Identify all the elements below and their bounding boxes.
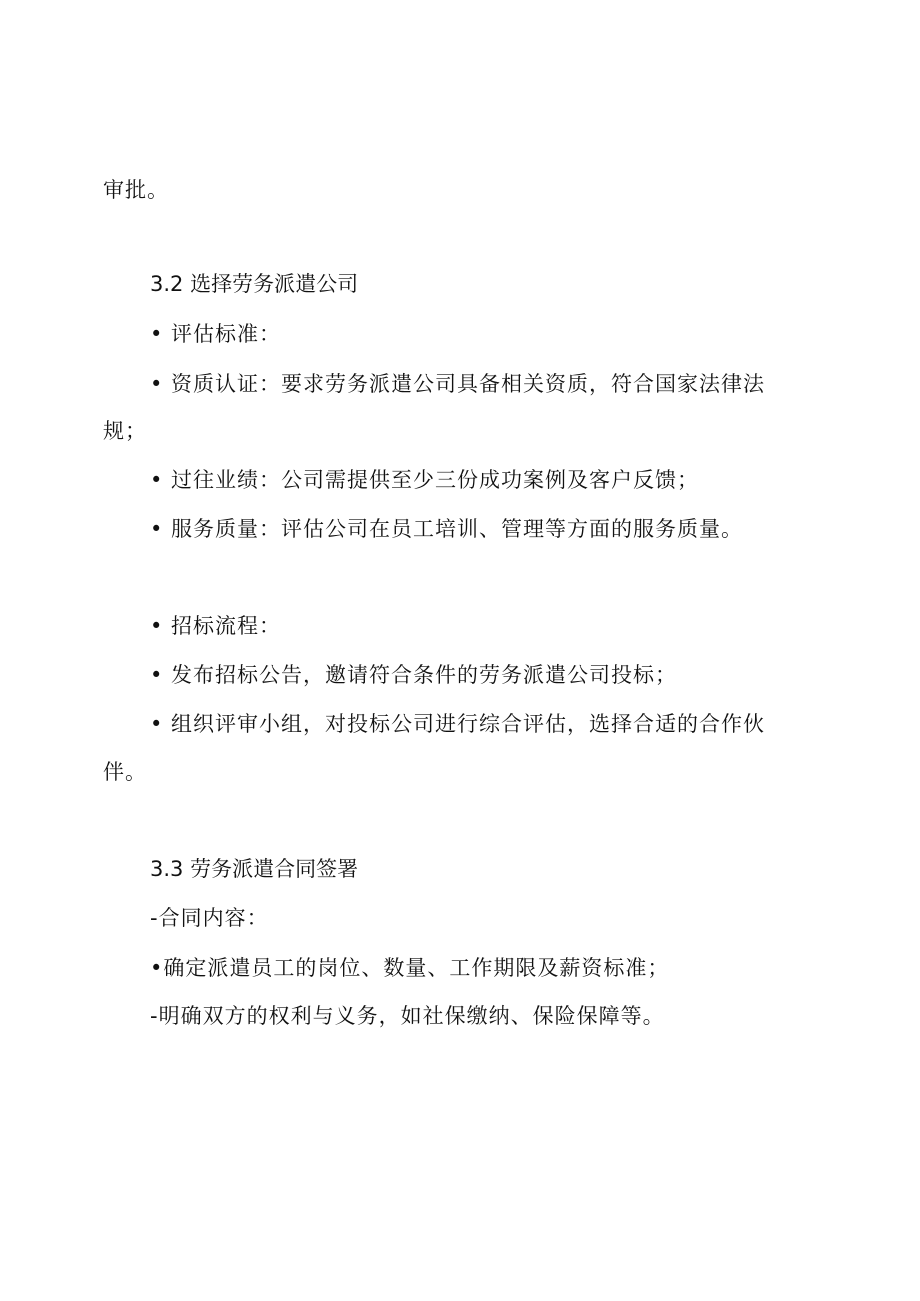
section-3-3-title: 3.3 劳务派遣合同签署 bbox=[150, 857, 359, 881]
criteria-heading: • 评估标准： bbox=[150, 322, 282, 346]
criteria-item-performance: • 过往业绩：公司需提供至少三份成功案例及客户反馈； bbox=[150, 468, 700, 492]
contract-item-positions: •确定派遣员工的岗位、数量、工作期限及薪资标准； bbox=[150, 956, 670, 980]
bidding-item-announcement: • 发布招标公告，邀请符合条件的劳务派遣公司投标； bbox=[150, 663, 678, 687]
criteria-item-qualification-cont: 规； bbox=[103, 419, 147, 443]
contract-item-rights: -明确双方的权利与义务，如社保缴纳、保险保障等。 bbox=[150, 1004, 665, 1028]
contract-content-heading: -合同内容： bbox=[150, 906, 269, 930]
bidding-item-review-panel-cont: 伴。 bbox=[103, 760, 147, 784]
section-3-2-title: 3.2 选择劳务派遣公司 bbox=[150, 272, 359, 296]
carryover-text: 审批。 bbox=[103, 178, 169, 202]
bidding-heading: • 招标流程： bbox=[150, 614, 282, 638]
bidding-item-review-panel: • 组织评审小组，对投标公司进行综合评估，选择合适的合作伙 bbox=[150, 712, 766, 736]
criteria-item-service-quality: • 服务质量：评估公司在员工培训、管理等方面的服务质量。 bbox=[150, 517, 744, 541]
criteria-item-qualification: • 资质认证：要求劳务派遣公司具备相关资质，符合国家法律法 bbox=[150, 372, 766, 396]
